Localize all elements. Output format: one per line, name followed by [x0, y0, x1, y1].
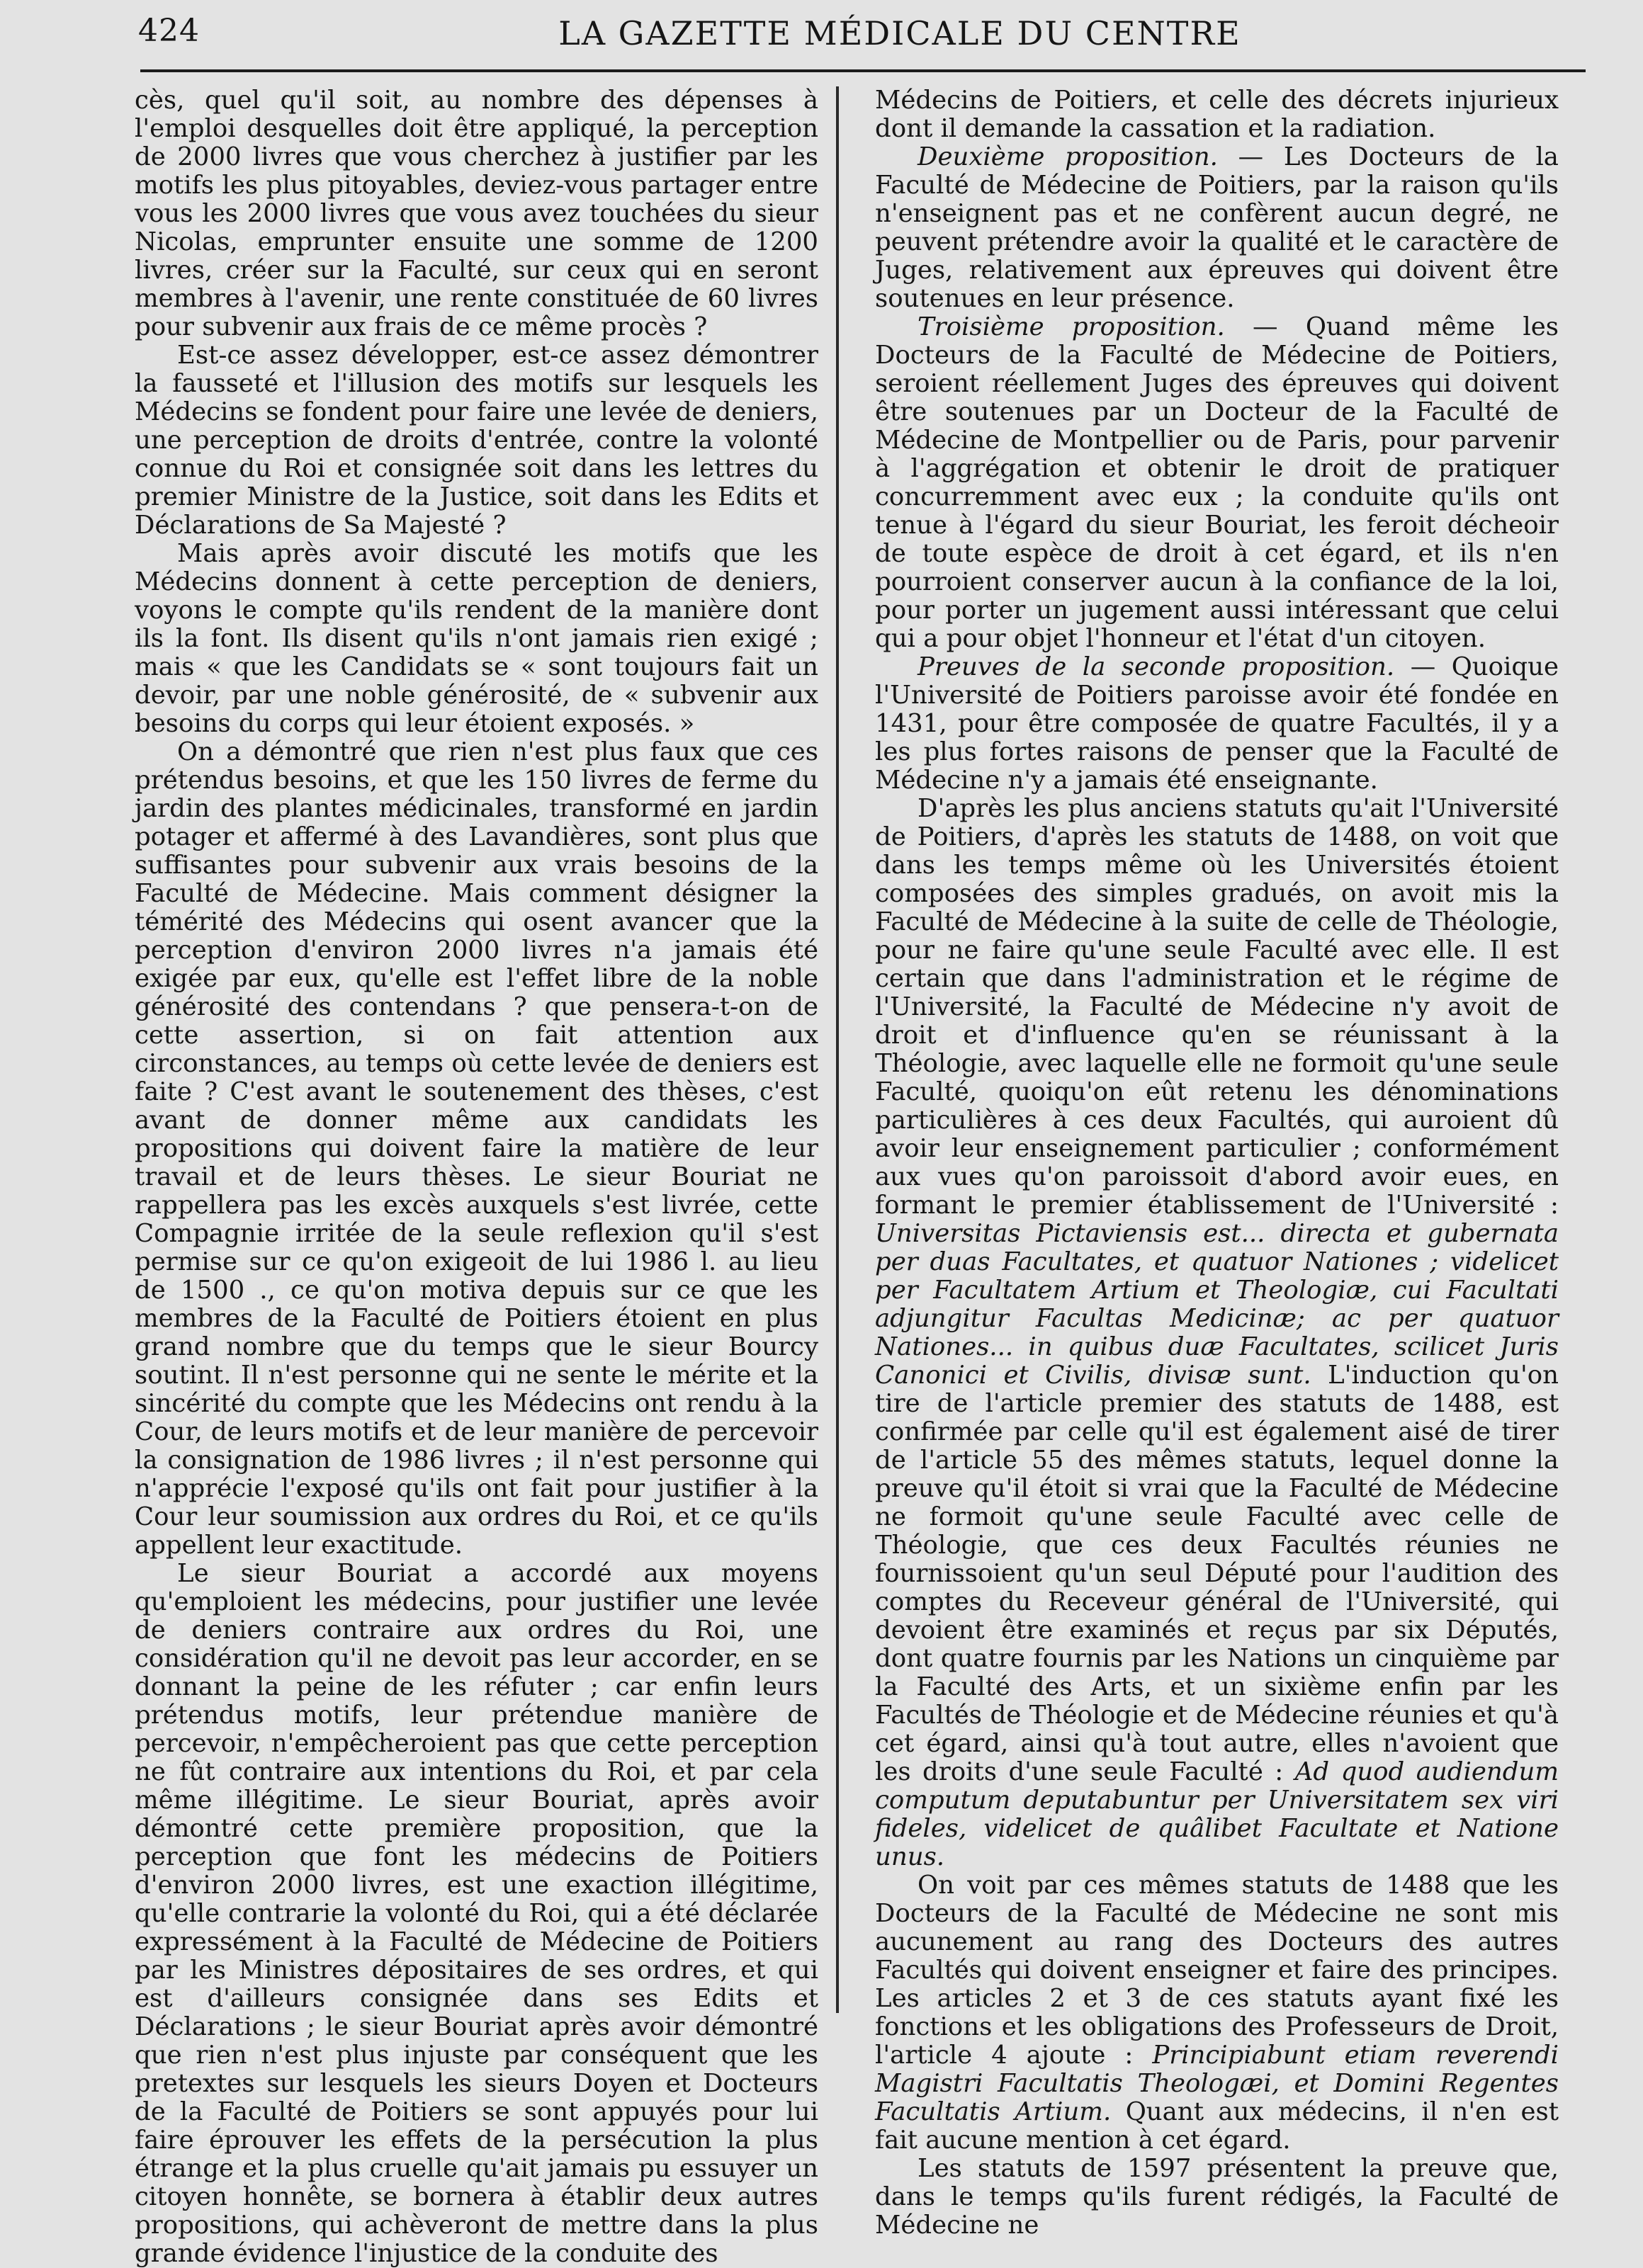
paragraph: On a démontré que rien n'est plus faux que ces prétendus besoins, et que les 150 livres de ferme du jardin des plantes médicinales, transformé en jardin potager et affermé à des Lavandières, sont plus que suffisantes pour subvenir aux vrais besoins de la Faculté de Médecine. Mais comment désigner la témérité des Médecins qui osent avancer que la perception d'environ 2000 livres n'a jamais été exigée par eux, qu'elle est l'effet libre de la noble générosité des contendans ? que pensera-t-on de cette assertion, si on fait attention aux circonstances, au temps où cette levée de deniers est faite ? C'est avant le soutenement des thèses, c'est avant de donner même aux candidats les propositions qui doivent faire la matière de leur travail et de leurs thèses. Le sieur Bouriat ne rappellera pas les excès auxquels s'est livrée, cette Compagnie irritée de la seule reflexion qu'il s'est permise sur ce qu'on exigeoit de lui 1986 l. au lieu de 1500 ., ce qu'on motiva depuis sur ce que les membres de la Faculté de Poitiers étoient en plus grand nombre que du temps que le sieur Bourcy soutint. Il n'est personne qui ne sente le mérite et la sincérité du compte que les Médecins ont rendu à la Cour, de leurs motifs et de leur manière de percevoir la consignation de 1986 livres ; il n'est personne qui n'apprécie l'exposé qu'ils ont fait pour justifier à la Cour leur soumission aux ordres du Roi, et ce qu'ils appellent leur exactitude.: [135, 737, 818, 1560]
header-rule: [140, 69, 1586, 72]
paragraph: [875, 143, 1559, 313]
paragraph: [875, 313, 1559, 653]
page-number: 424: [138, 13, 200, 49]
paragraph: [875, 795, 1559, 1871]
paragraph: Le sieur Bouriat a accordé aux moyens qu'emploient les médecins, pour justifier une levée de deniers contraire aux ordres du Roi, une considération qu'il ne devoit pas leur accorder, en se donnant la peine de les réfuter ; car enfin leurs prétendus motifs, leur prétendue manière de percevoir, n'empêcheroient pas que cette perception ne fût contraire aux intentions du Roi, et par cela même illégitime. Le sieur Bouriat, après avoir démontré cette première proposition, que la perception que font les médecins de Poitiers d'environ 2000 livres, est une exaction illégitime, qu'elle contrarie la volonté du Roi, qui a été déclarée expressément à la Faculté de Médecine de Poitiers par les Ministres dépositaires de ses ordres, et qui est d'ailleurs consignée dans ses Edits et Déclarations ; le sieur Bouriat après avoir démontré que rien n'est plus injuste par conséquent que les pretextes sur lesquels les sieurs Doyen et Docteurs de la Faculté de Poitiers se sont appuyés pour lui faire éprouver les effets de la persécution la plus étrange et la plus cruelle qu'ait jamais pu essuyer un citoyen honnête, se bornera à établir deux autres propositions, qui achèveront de mettre dans la plus grande évidence l'injustice de la conduite des: [135, 1559, 818, 2268]
right-column: [875, 86, 1559, 2240]
paragraph-text: Quant aux médecins, il n'en est fait aucune mention à cet égard.: [875, 2097, 1559, 2155]
paragraph-text: D'après les plus anciens statuts qu'ait l'Université de Poitiers, d'après les statuts de 1488, on voit que dans les temps même où les Universités étoient composées des simples gradués, on avoit mis la Faculté de Médecine à la suite de celle de Théologie, pour ne faire qu'une seule Faculté avec elle. Il est certain que dans l'administration et le régime de l'Université, la Faculté de Médecine n'y avoit de droit et d'influence qu'en se réunissant à la Théologie, avec laquelle elle ne formoit qu'une seule Faculté, quoiqu'on eût retenu les dénominations particulières à ces deux Facultés, qui auroient dû avoir leur enseignement particulier ; conformément aux vues qu'on paroissoit d'abord avoir eues, en formant le premier établissement de l'Université :: [875, 794, 1559, 1220]
paragraph-text: — Quand même les Docteurs de la Faculté de Médecine de Poitiers, seroient réellement Juges des épreuves qui doivent être soutenues par un Docteur de la Faculté de Médecine de Montpellier ou de Paris, pour parvenir à l'aggrégation et obtenir le droit de pratiquer concurremment avec eux ; la conduite qu'ils ont tenue à l'égard du sieur Bouriat, les feroit décheoir de toute espèce de droit à cet égard, et ils n'en pourroient conserver aucun à la confiance de la loi, pour porter un jugement aussi intéressant que celui qui a pour objet l'honneur et l'état d'un citoyen.: [875, 312, 1559, 653]
paragraph: [875, 1871, 1559, 2155]
section-label: Preuves de la seconde proposition.: [918, 652, 1395, 681]
latin-quote: Principiabunt etiam reverendi Magistri Facultatis Theologæi, et Domini Regentes Facultatis Artium.: [875, 2041, 1559, 2126]
page-header: [138, 6, 1583, 62]
latin-quote: Universitas Pictaviensis est... directa et gubernata per duas Facultates, et quatuor Nationes ; videlicet per Facultatem Artium et Theologiæ, cui Facultati adjungitur Facultas Medicinæ; ac per quatuor Nationes... in quibus duæ Facultates, scilicet Juris Canonici et Civilis, divisæ sunt.: [875, 1219, 1559, 1390]
paragraph: Mais après avoir discuté les motifs que les Médecins donnent à cette perception de deniers, voyons le compte qu'ils rendent de la manière dont ils la font. Ils disent qu'ils n'ont jamais rien exigé ; mais « que les Candidats se « sont toujours fait un devoir, par une noble générosité, de « subvenir aux besoins du corps qui leur étoient exposés. »: [135, 539, 818, 738]
paragraph-text: On voit par ces mêmes statuts de 1488 que les Docteurs de la Faculté de Médecine ne sont mis aucunement au rang des Docteurs des autres Facultés qui doivent enseigner et faire des principes. Les articles 2 et 3 de ces statuts ayant fixé les fonctions et les obligations des Professeurs de Droit, l'article 4 ajoute :: [875, 1871, 1559, 2070]
section-label: Deuxième proposition.: [918, 142, 1218, 171]
paragraph: Est-ce assez développer, est-ce assez démontrer la fausseté et l'illusion des motifs sur lesquels les Médecins se fondent pour faire une levée de deniers, une perception de droits d'entrée, contre la volonté connue du Roi et consignée soit dans les lettres du premier Ministre de la Justice, soit dans les Edits et Déclarations de Sa Majesté ?: [135, 341, 818, 540]
paragraph-text: L'induction qu'on tire de l'article premier des statuts de 1488, est confirmée par celle qu'il est également aisé de tirer de l'article 55 des mêmes statuts, lequel donne la preuve qu'il étoit si vrai que la Faculté de Médecine ne formoit qu'une seule Faculté avec celle de Théologie, que ces deux Facultés réunies ne fournissoient qu'un seul Député pour l'audition des comptes du Receveur général de l'Université, qui devoient être examinés et reçus par six Députés, dont quatre fournis par les Nations un cinquième par la Faculté des Arts, et un sixième enfin par les Facultés de Théologie et de Médecine réunies et qu'à cet égard, ainsi qu'à tout autre, elles n'avoient que les droits d'une seule Faculté :: [875, 1361, 1559, 1786]
left-column: [135, 86, 818, 2268]
latin-quote: Ad quod audiendum computum deputabuntur per Universitatem sex viri fideles, videlicet de quâlibet Facultate et Natione unus.: [875, 1757, 1559, 1871]
paragraph: Les statuts de 1597 présentent la preuve que, dans le temps qu'ils furent rédigés, la Faculté de Médecine ne: [875, 2154, 1559, 2240]
paragraph: [875, 653, 1559, 795]
paragraph: Médecins de Poitiers, et celle des décrets injurieux dont il demande la cassation et la radiation.: [875, 86, 1559, 143]
paragraph-text: — Les Docteurs de la Faculté de Médecine de Poitiers, par la raison qu'ils n'enseignent pas et ne confèrent aucun degré, ne peuvent prétendre avoir la qualité et le caractère de Juges, relativement aux épreuves qui doivent être soutenues en leur présence.: [875, 142, 1559, 313]
paragraph: cès, quel qu'il soit, au nombre des dépenses à l'emploi desquelles doit être appliqué, la perception de 2000 livres que vous cherchez à justifier par les motifs les plus pitoyables, deviez-vous partager entre vous les 2000 livres que vous avez touchées du sieur Nicolas, emprunter ensuite une somme de 1200 livres, créer sur la Faculté, sur ceux qui en seront membres à l'avenir, une rente constituée de 60 livres pour subvenir aux frais de ce même procès ?: [135, 86, 818, 341]
running-title: LA GAZETTE MÉDICALE DU CENTRE: [558, 14, 1241, 52]
column-divider: [836, 86, 839, 2013]
section-label: Troisième proposition.: [918, 312, 1225, 341]
paragraph-text: — Quoique l'Université de Poitiers paroisse avoir été fondée en 1431, pour être composée de quatre Facultés, il y a les plus fortes raisons de penser que la Faculté de Médecine n'y a jamais été enseignante.: [875, 652, 1559, 795]
